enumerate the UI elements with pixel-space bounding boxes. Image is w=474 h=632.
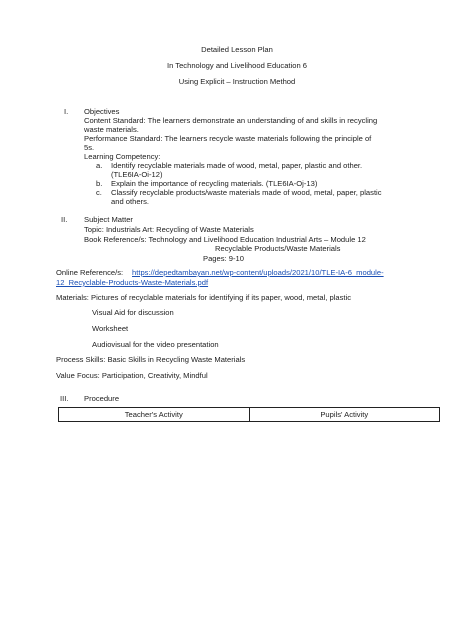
section-1-heading: Objectives [84, 107, 120, 116]
material-item: Worksheet [92, 324, 129, 333]
section-3-heading: Procedure [84, 394, 120, 403]
pages-line: Pages: 9-10 [203, 254, 244, 263]
performance-standard-line-1: Performance Standard: The learners recycle waste materials following the principle of [84, 134, 372, 143]
value-focus-line: Value Focus: Participation, Creativity, Mindful [56, 371, 208, 380]
material-item: Audiovisual for the video presentation [92, 340, 219, 349]
competency-letter: b. [96, 179, 103, 188]
competency-heading: Learning Competency: [84, 152, 161, 161]
competency-item: Explain the importance of recycling materials. (TLE6IA-Oj-13) [111, 179, 318, 188]
section-2-numeral: II. [61, 215, 68, 224]
book-reference-cont: Recyclable Products/Waste Materials [215, 244, 341, 253]
pupils-activity-header: Pupils' Activity [249, 408, 440, 422]
online-reference-link[interactable]: https://depedtambayan.net/wp-content/uploads/2021/10/TLE-IA-6_module- [132, 268, 384, 277]
section-1-numeral: I. [64, 107, 69, 116]
process-skills-line: Process Skills: Basic Skills in Recycling Waste Materials [56, 355, 246, 364]
competency-letter: a. [96, 161, 103, 170]
document-title: Detailed Lesson Plan [201, 45, 273, 54]
teachers-activity-header: Teacher's Activity [59, 408, 250, 422]
online-reference-link-cont[interactable]: 12_Recyclable-Products-Waste-Materials.pdf [56, 278, 209, 287]
procedure-table [58, 407, 440, 422]
performance-standard-line-2: 5s. [84, 143, 95, 152]
online-reference-label: Online Reference/s: [56, 268, 124, 277]
competency-item: Identify recyclable materials made of wood, metal, paper, plastic and other. [111, 161, 363, 170]
competency-item-cont: (TLE6IA-Oi-12) [111, 170, 163, 179]
section-2-heading: Subject Matter [84, 215, 133, 224]
materials-line: Materials: Pictures of recyclable materials for identifying if its paper, wood, metal, plastic [56, 293, 352, 302]
competency-item: Classify recyclable products/waste materials made of wood, metal, paper, plastic [111, 188, 382, 197]
material-item: Visual Aid for discussion [92, 308, 174, 317]
section-3-numeral: III. [60, 394, 69, 403]
competency-item-cont: and others. [111, 197, 149, 206]
procedure-table-header-row [59, 408, 440, 422]
document-subject: In Technology and Livelihood Education 6 [166, 61, 308, 70]
content-standard-line-1: Content Standard: The learners demonstrate an understanding of and skills in recycling [84, 116, 378, 125]
content-standard-line-2: waste materials. [84, 125, 139, 134]
topic-line: Topic: Industrials Art: Recycling of Waste Materials [84, 225, 254, 234]
document-method: Using Explicit – Instruction Method [178, 77, 296, 86]
competency-letter: c. [96, 188, 102, 197]
book-reference: Book Reference/s: Technology and Livelihood Education Industrial Arts – Module 12 [84, 235, 366, 244]
